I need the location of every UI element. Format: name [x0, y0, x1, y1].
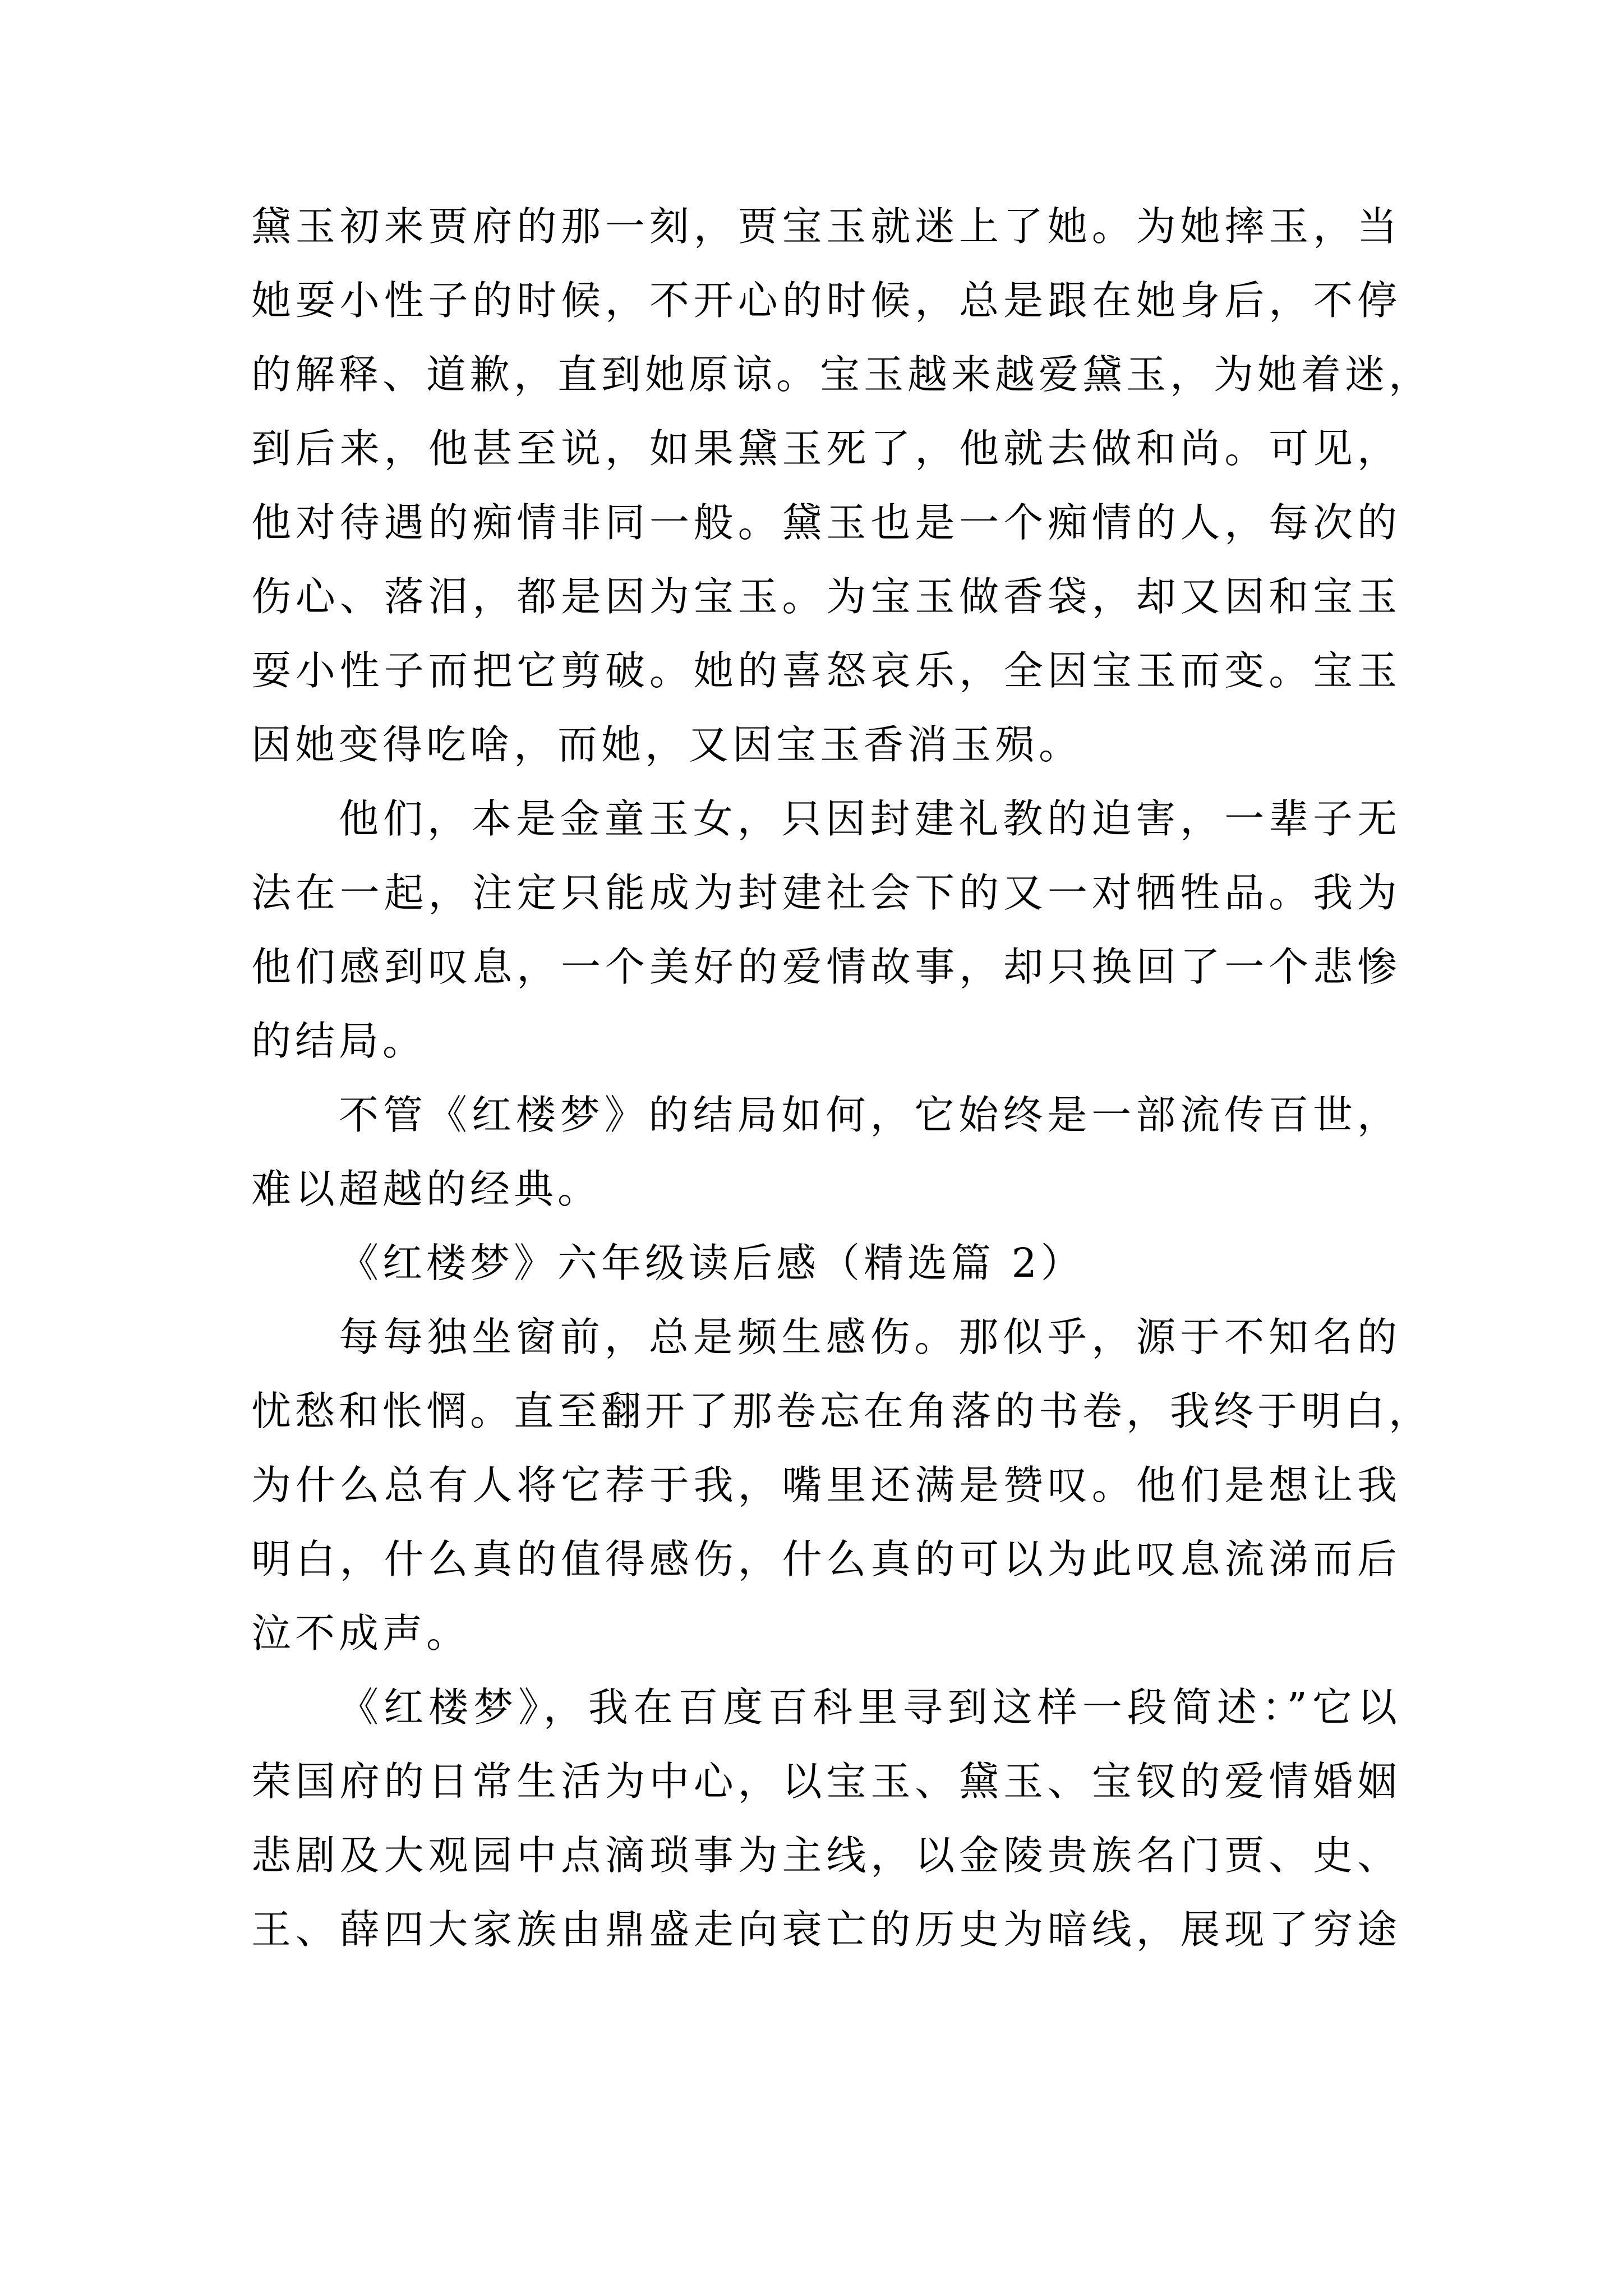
text-line: 因她变得吃啥，而她，又因宝玉香消玉殒。 [251, 721, 1083, 768]
text-line: 他们，本是金童玉女，只因封建礼教的迫害，一辈子无 [339, 795, 1401, 842]
text-line: 黛玉初来贾府的那一刻，贾宝玉就迷上了她。为她摔玉，当 [251, 203, 1401, 250]
text-line: 她耍小性子的时候，不开心的时候，总是跟在她身后，不停 [251, 277, 1401, 324]
text-line: 伤心、落泪，都是因为宝玉。为宝玉做香袋，却又因和宝玉 [251, 573, 1401, 620]
text-line: 明白，什么真的值得感伤，什么真的可以为此叹息流涕而后 [251, 1536, 1401, 1582]
text-line: 《红楼梦》，我在百度百科里寻到这样一段简述：”它以 [339, 1684, 1401, 1731]
text-line: 的结局。 [251, 1018, 427, 1064]
text-line: 难以超越的经典。 [251, 1166, 602, 1212]
text-line: 的解释、道歉，直到她原谅。宝玉越来越爱黛玉，为她着迷， [251, 351, 1433, 398]
text-line: 耍小性子而把它剪破。她的喜怒哀乐，全因宝玉而变。宝玉 [251, 647, 1401, 694]
text-line: 王、薛四大家族由鼎盛走向衰亡的历史为暗线，展现了穷途 [251, 1906, 1401, 1953]
section-heading: 《红楼梦》六年级读后感（精选篇 2） [339, 1240, 1085, 1286]
text-line: 忧愁和怅惘。直至翻开了那卷忘在角落的书卷，我终于明白， [251, 1388, 1433, 1434]
text-line: 他对待遇的痴情非同一般。黛玉也是一个痴情的人，每次的 [251, 499, 1401, 546]
text-line: 荣国府的日常生活为中心，以宝玉、黛玉、宝钗的爱情婚姻 [251, 1758, 1401, 1805]
text-line: 悲剧及大观园中点滴琐事为主线，以金陵贵族名门贾、史、 [251, 1832, 1401, 1879]
text-line: 为什么总有人将它荐于我，嘴里还满是赞叹。他们是想让我 [251, 1462, 1401, 1508]
text-line: 不管《红楼梦》的结局如何，它始终是一部流传百世， [339, 1092, 1401, 1138]
text-line: 他们感到叹息，一个美好的爱情故事，却只换回了一个悲惨 [251, 944, 1401, 990]
text-line: 法在一起，注定只能成为封建社会下的又一对牺牲品。我为 [251, 869, 1401, 916]
text-line: 每每独坐窗前，总是频生感伤。那似乎，源于不知名的 [339, 1314, 1401, 1360]
text-line: 到后来，他甚至说，如果黛玉死了，他就去做和尚。可见， [251, 425, 1401, 472]
text-line: 泣不成声。 [251, 1610, 471, 1657]
